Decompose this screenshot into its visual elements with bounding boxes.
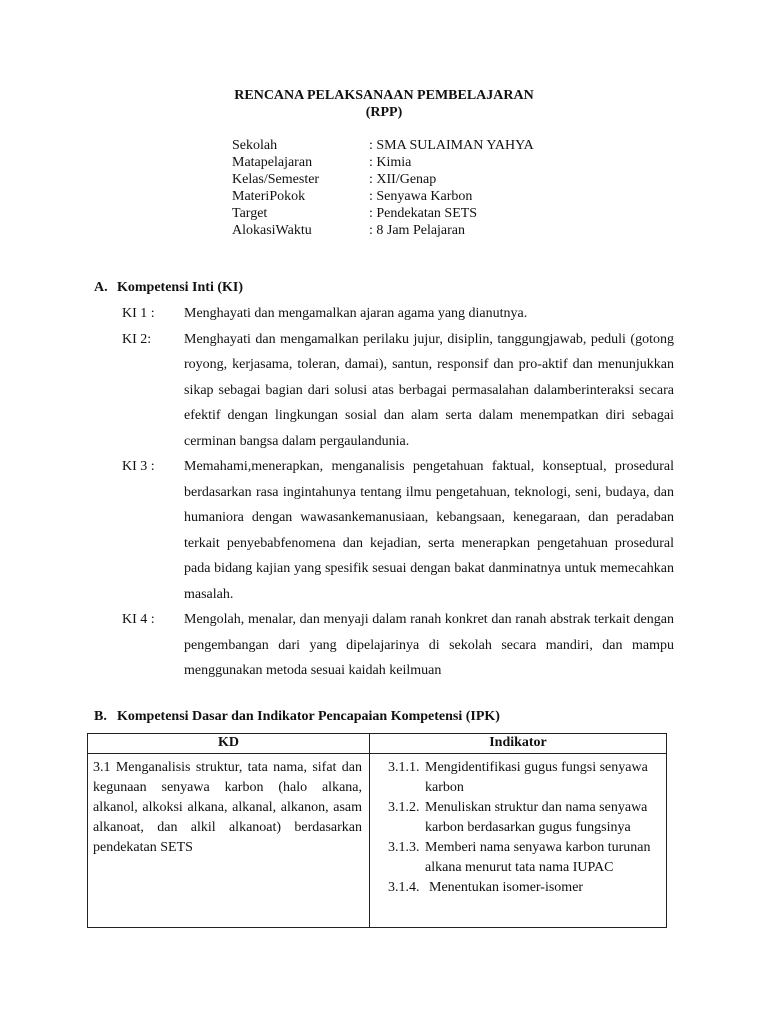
- kd-cell: 3.1 Menganalisis struktur, tata nama, sifat dan kegunaan senyawa karbon (halo alkana, alkanol, alkoksi alkana, alkanal, alkanon, asam alkanoat, dan alkil alkanoat) berdasarkan pendekatan SETS: [88, 754, 370, 928]
- document-title: RENCANA PELAKSANAAN PEMBELAJARAN: [234, 88, 534, 103]
- section-b-heading: [94, 709, 500, 725]
- indicator-item: [388, 838, 656, 878]
- kd-column-header: KD: [88, 734, 370, 754]
- section-title: Kompetensi Inti (KI): [117, 280, 243, 295]
- indicator-text: Menentukan isomer-isomer: [429, 880, 584, 895]
- ki-item-4: [122, 607, 674, 684]
- section-title: Kompetensi Dasar dan Indikator Pencapaian Kompetensi (IPK): [117, 709, 500, 724]
- ki-label: KI 2:: [122, 331, 152, 347]
- meta-label: Target: [232, 206, 268, 221]
- meta-value: : 8 Jam Pelajaran: [369, 223, 466, 238]
- indicator-number: 3.1.2.: [388, 800, 420, 815]
- meta-row-target: [232, 205, 534, 222]
- meta-row-kelas: [232, 171, 534, 188]
- meta-value: : Pendekatan SETS: [369, 206, 478, 221]
- meta-label: Matapelajaran: [232, 155, 313, 170]
- indicator-cell: [370, 754, 667, 928]
- meta-label: Sekolah: [232, 138, 278, 153]
- ki-list: [122, 301, 674, 684]
- ki-text: Menghayati dan mengamalkan ajaran agama yang dianutnya.: [184, 306, 528, 321]
- indicator-number: 3.1.3.: [388, 840, 420, 855]
- indicator-text: Mengidentifikasi gugus fungsi senyawa karbon: [425, 760, 648, 795]
- indicator-number: 3.1.1.: [388, 760, 420, 775]
- identity-block: [232, 137, 534, 239]
- meta-value: : XII/Genap: [369, 172, 437, 187]
- ki-text: Menghayati dan mengamalkan perilaku jujur, disiplin, tanggungjawab, peduli (gotong royong, kerjasama, toleran, damai), santun, responsif dan pro-aktif dan menunjukkan sikap sebagai bagian dari solusi atas berbagai permasalahan dalamberinteraksi secara efektif dengan lingkungan sosial dan alam serta dalam menempatkan diri sebagai cerminan bangsa dalam pergaulandunia.: [184, 331, 674, 449]
- indicator-column-header: Indikator: [370, 734, 667, 754]
- meta-row-materi: [232, 188, 534, 205]
- ki-item-1: [122, 301, 674, 327]
- ki-text: Memahami,menerapkan, menganalisis pengetahuan faktual, konseptual, prosedural berdasarkan rasa ingintahunya tentang ilmu pengetahuan, teknologi, seni, budaya, dan humaniora dengan wawasankemanusiaan, kebangsaan, kenegaraan, dan peradaban terkait penyebabfenomena dan kejadian, serta menerapkan pengetahuan prosedural pada bidang kajian yang spesifik sesuai dengan bakat danminatnya untuk memecahkan masalah.: [184, 459, 674, 602]
- kd-indicator-table: [87, 733, 667, 928]
- section-letter: A.: [94, 280, 108, 295]
- ki-item-2: [122, 327, 674, 455]
- meta-label: MateriPokok: [232, 189, 306, 204]
- meta-value: : SMA SULAIMAN YAHYA: [369, 138, 534, 153]
- indicator-item: [388, 758, 656, 798]
- meta-value: : Senyawa Karbon: [369, 189, 473, 204]
- indicator-number: 3.1.4.: [388, 880, 420, 895]
- document-subtitle: (RPP): [365, 105, 403, 120]
- ki-item-3: [122, 454, 674, 607]
- meta-row-matapelajaran: [232, 154, 534, 171]
- ki-label: KI 1 :: [122, 306, 155, 321]
- ki-label: KI 4 :: [122, 612, 155, 627]
- meta-label: AlokasiWaktu: [232, 223, 312, 238]
- indicator-item: [388, 798, 656, 838]
- meta-row-alokasi: [232, 222, 534, 239]
- section-a-heading: [94, 280, 243, 296]
- ki-label: KI 3 :: [122, 459, 155, 474]
- meta-value: : Kimia: [369, 155, 412, 170]
- indicator-text: Memberi nama senyawa karbon turunan alkana menurut tata nama IUPAC: [425, 840, 651, 875]
- ki-text: Mengolah, menalar, dan menyaji dalam ranah konkret dan ranah abstrak terkait dengan pengembangan dari yang dipelajarinya di sekolah secara mandiri, dan mampu menggunakan metoda sesuai kaidah keilmuan: [184, 612, 674, 678]
- meta-row-sekolah: [232, 137, 534, 154]
- table-header-row: [88, 734, 667, 754]
- indicator-item: [388, 878, 656, 898]
- table-row: [88, 754, 667, 928]
- meta-label: Kelas/Semester: [232, 172, 320, 187]
- indicator-text: Menuliskan struktur dan nama senyawa karbon berdasarkan gugus fungsinya: [425, 800, 648, 835]
- section-letter: B.: [94, 709, 107, 724]
